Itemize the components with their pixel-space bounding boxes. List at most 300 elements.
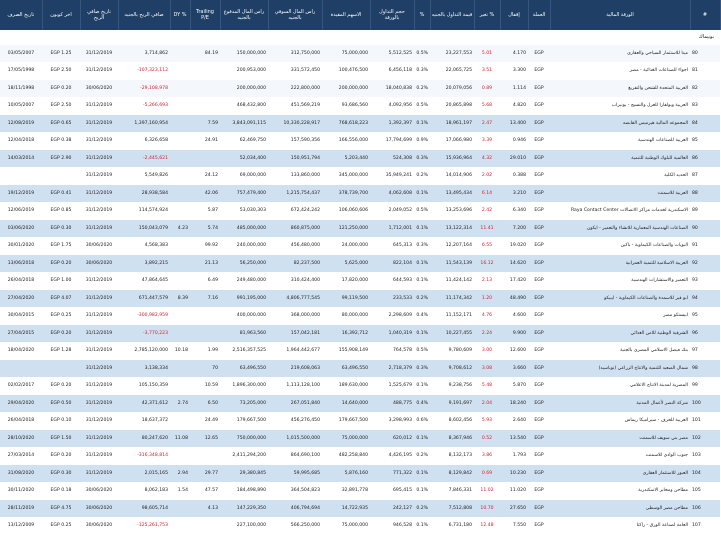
- column-header[interactable]: الاسهم المقيدة: [322, 0, 370, 30]
- cell-cur: EGP: [528, 377, 550, 395]
- column-header[interactable]: راس المال المدفوع بالجنيه: [220, 0, 268, 30]
- cell-pe: 7.16: [190, 290, 220, 308]
- cell-n: 84: [690, 115, 720, 133]
- cell-pay: [0, 167, 42, 185]
- cell-cur: EGP: [528, 325, 550, 343]
- table-row[interactable]: [0, 115, 720, 133]
- cell-val: 9,238,756: [430, 377, 474, 395]
- table-row[interactable]: [0, 80, 720, 98]
- cell-coupon: EGP 0.30: [42, 220, 80, 238]
- cell-pct: 0.1%: [414, 272, 430, 290]
- cell-name: المجموعه المالية هيرميس القابضه: [550, 115, 690, 133]
- cell-coupon: EGP 0.20: [42, 377, 80, 395]
- cell-chg: 11.41: [474, 220, 500, 238]
- cell-chg: 12.48: [474, 517, 500, 535]
- cell-cur: EGP: [528, 482, 550, 500]
- cell-paid: 73,205,000: [220, 395, 268, 413]
- column-header[interactable]: الورقة المالية: [550, 0, 690, 30]
- cell-listed: 155,908,149: [322, 342, 370, 360]
- column-header[interactable]: تاريخ الصرف: [0, 0, 42, 30]
- cell-coupon: EGP 0.20: [42, 325, 80, 343]
- column-header[interactable]: تغير %: [474, 0, 500, 30]
- cell-pe: 70: [190, 360, 220, 378]
- cell-cur: EGP: [528, 167, 550, 185]
- table-row[interactable]: [0, 377, 720, 395]
- cell-cur: EGP: [528, 132, 550, 150]
- group-label: بونيماك: [0, 30, 720, 45]
- cell-dy: [170, 377, 190, 395]
- cell-listed: 14,640,000: [322, 395, 370, 413]
- cell-pe: 84.19: [190, 45, 220, 63]
- cell-pe: 24.91: [190, 132, 220, 150]
- cell-val: 13,122,314: [430, 220, 474, 238]
- cell-pdate: 30/06/2020: [80, 237, 118, 255]
- cell-n: 106: [690, 500, 720, 518]
- cell-name: جنوب الوادي للاسمنت: [550, 447, 690, 465]
- cell-n: 83: [690, 97, 720, 115]
- cell-cur: EGP: [528, 360, 550, 378]
- cell-profit: 5,549,826: [118, 167, 170, 185]
- cell-close: 7.550: [500, 517, 528, 535]
- table-row[interactable]: [0, 430, 720, 448]
- cell-chg: 2.13: [474, 272, 500, 290]
- cell-pct: 0.2%: [414, 447, 430, 465]
- cell-val: 9,780,609: [430, 342, 474, 360]
- cell-pdate: 31/12/2019: [80, 220, 118, 238]
- cell-pct: 0.2%: [414, 80, 430, 98]
- cell-profit: 42,371,612: [118, 395, 170, 413]
- cell-n: 93: [690, 272, 720, 290]
- cell-pdate: 31/12/2019: [80, 307, 118, 325]
- table-row[interactable]: [0, 517, 720, 535]
- cell-vol: 242,127: [370, 500, 414, 518]
- cell-profit: 150,043,079: [118, 220, 170, 238]
- cell-mcap: 157,042,181: [268, 325, 322, 343]
- cell-pay: 30/01/2020: [0, 237, 42, 255]
- column-header[interactable]: قيمة التداول بالجنيه: [430, 0, 474, 30]
- cell-val: 20,865,898: [430, 97, 474, 115]
- table-row[interactable]: [0, 412, 720, 430]
- cell-pe: 5.87: [190, 202, 220, 220]
- cell-cur: EGP: [528, 255, 550, 273]
- cell-close: 13.540: [500, 430, 528, 448]
- table-row[interactable]: [0, 360, 720, 378]
- cell-name: مينا للاستثمار السياحي والعقاري: [550, 45, 690, 63]
- cell-profit: -2,445,621: [118, 150, 170, 168]
- cell-n: 103: [690, 447, 720, 465]
- cell-pct: 0.3%: [414, 62, 430, 80]
- cell-pay: 12/06/2019: [0, 202, 42, 220]
- cell-cur: EGP: [528, 97, 550, 115]
- cell-pct: 0.5%: [414, 202, 430, 220]
- cell-pe: 42.06: [190, 185, 220, 203]
- cell-n: 82: [690, 80, 720, 98]
- cell-coupon: EGP 0.30: [42, 465, 80, 483]
- cell-dy: [170, 517, 190, 535]
- cell-coupon: EGP 0.18: [42, 482, 80, 500]
- cell-pct: 0.1%: [414, 185, 430, 203]
- cell-listed: 75,000,000: [322, 430, 370, 448]
- cell-pe: 6.50: [190, 395, 220, 413]
- cell-profit: 1,397,160,954: [118, 115, 170, 133]
- cell-n: 89: [690, 202, 720, 220]
- cell-close: 19.020: [500, 237, 528, 255]
- table-row[interactable]: [0, 185, 720, 203]
- cell-cur: EGP: [528, 500, 550, 518]
- cell-listed: 5,625,000: [322, 255, 370, 273]
- cell-vol: 17,794,699: [370, 132, 414, 150]
- cell-close: 3.300: [500, 62, 528, 80]
- cell-val: 8,129,842: [430, 465, 474, 483]
- cell-name: الصناعات الهندسية المعمارية للانشاء والتعمير - ايكون: [550, 220, 690, 238]
- cell-name: العربية للخزف - سيراميكا ريماس: [550, 412, 690, 430]
- cell-name: العربية للاسمنت: [550, 185, 690, 203]
- cell-coupon: EGP 1.00: [42, 272, 80, 290]
- cell-pct: 0.2%: [414, 500, 430, 518]
- cell-pay: 30/11/2020: [0, 482, 42, 500]
- cell-listed: 189,630,000: [322, 377, 370, 395]
- cell-paid: 240,000,000: [220, 237, 268, 255]
- cell-n: 86: [690, 150, 720, 168]
- cell-dy: [170, 255, 190, 273]
- column-header[interactable]: اخر كوبون: [42, 0, 80, 30]
- cell-pay: 28/11/2019: [0, 500, 42, 518]
- cell-profit: 80,247,620: [118, 430, 170, 448]
- cell-chg: 2.24: [474, 325, 500, 343]
- cell-name: الاسكندرية لخدمات مراكز الاتصالات Raya Contact Center: [550, 202, 690, 220]
- table-row[interactable]: [0, 45, 720, 63]
- cell-name: الحديد الكلية: [550, 167, 690, 185]
- cell-name: الشرقية الوطنية للامن الغذائي: [550, 325, 690, 343]
- column-header[interactable]: حجم التداول بالورقة: [370, 0, 414, 30]
- table-row[interactable]: [0, 255, 720, 273]
- cell-dy: [170, 325, 190, 343]
- cell-pe: 47.57: [190, 482, 220, 500]
- cell-mcap: 368,000,000: [268, 307, 322, 325]
- cell-pct: 0.4%: [414, 307, 430, 325]
- cell-val: 18,961,197: [430, 115, 474, 133]
- table-row[interactable]: [0, 167, 720, 185]
- cell-chg: 5.68: [474, 97, 500, 115]
- cell-listed: 80,000,000: [322, 307, 370, 325]
- cell-pe: 24.49: [190, 412, 220, 430]
- cell-close: 18.240: [500, 395, 528, 413]
- cell-n: 85: [690, 132, 720, 150]
- column-header[interactable]: #: [690, 0, 720, 30]
- table-row[interactable]: [0, 447, 720, 465]
- cell-pe: 6.49: [190, 272, 220, 290]
- cell-close: 4.600: [500, 307, 528, 325]
- cell-name: مصر بني سويف للاسمنت: [550, 430, 690, 448]
- table-row[interactable]: [0, 220, 720, 238]
- cell-val: 13,495,434: [430, 185, 474, 203]
- cell-pay: 10/05/2007: [0, 97, 42, 115]
- cell-val: 13,253,696: [430, 202, 474, 220]
- cell-paid: 81,963,560: [220, 325, 268, 343]
- cell-name: ابيستكو مصر: [550, 307, 690, 325]
- cell-val: 23,227,553: [430, 45, 474, 63]
- cell-listed: 179,667,500: [322, 412, 370, 430]
- cell-dy: [170, 307, 190, 325]
- cell-pay: 03/05/2007: [0, 45, 42, 63]
- cell-paid: 53,030,303: [220, 202, 268, 220]
- cell-chg: 3.08: [474, 360, 500, 378]
- cell-vol: 771,322: [370, 465, 414, 483]
- cell-vol: 488,775: [370, 395, 414, 413]
- cell-profit: -29,108,978: [118, 80, 170, 98]
- cell-pe: 29.77: [190, 465, 220, 483]
- cell-cur: EGP: [528, 465, 550, 483]
- cell-n: 102: [690, 430, 720, 448]
- cell-dy: 2.74: [170, 395, 190, 413]
- cell-dy: 11.08: [170, 430, 190, 448]
- table-row[interactable]: [0, 465, 720, 483]
- cell-pay: [0, 360, 42, 378]
- table-row[interactable]: [0, 237, 720, 255]
- cell-pct: 0.4%: [414, 395, 430, 413]
- cell-mcap: 364,504,823: [268, 482, 322, 500]
- cell-pay: 26/04/2018: [0, 412, 42, 430]
- column-header[interactable]: العملة: [528, 0, 550, 30]
- cell-listed: 32,891,778: [322, 482, 370, 500]
- column-header[interactable]: تاريخ صافي الربح: [80, 0, 118, 30]
- cell-vol: 6,456,118: [370, 62, 414, 80]
- cell-cur: EGP: [528, 150, 550, 168]
- table-row[interactable]: [0, 150, 720, 168]
- column-header[interactable]: إقفال: [500, 0, 528, 30]
- cell-pdate: 31/12/2019: [80, 325, 118, 343]
- cell-pdate: 31/12/2019: [80, 62, 118, 80]
- cell-dy: [170, 150, 190, 168]
- table-row[interactable]: [0, 325, 720, 343]
- cell-pct: 0.2%: [414, 290, 430, 308]
- cell-listed: 63,496,550: [322, 360, 370, 378]
- cell-mcap: 133,860,000: [268, 167, 322, 185]
- cell-paid: 468,432,800: [220, 97, 268, 115]
- cell-vol: 1,392,397: [370, 115, 414, 133]
- cell-coupon: EGP 2.90: [42, 150, 80, 168]
- cell-listed: 75,000,000: [322, 45, 370, 63]
- cell-coupon: EGP 2.50: [42, 97, 80, 115]
- cell-val: 8,132,173: [430, 447, 474, 465]
- cell-paid: 62,469,750: [220, 132, 268, 150]
- cell-pdate: 31/12/2019: [80, 45, 118, 63]
- cell-paid: 991,195,000: [220, 290, 268, 308]
- cell-dy: [170, 185, 190, 203]
- cell-pct: 0.1%: [414, 377, 430, 395]
- cell-val: 11,152,171: [430, 307, 474, 325]
- cell-pay: 18/04/2020: [0, 342, 42, 360]
- cell-cur: EGP: [528, 202, 550, 220]
- cell-cur: EGP: [528, 45, 550, 63]
- cell-pay: 13/12/2009: [0, 517, 42, 535]
- column-header[interactable]: Trailing P/E: [190, 0, 220, 30]
- table-row[interactable]: [0, 132, 720, 150]
- cell-pe: 99.92: [190, 237, 220, 255]
- cell-close: 5.870: [500, 377, 528, 395]
- cell-close: 48.490: [500, 290, 528, 308]
- cell-profit: -3,770,223: [118, 325, 170, 343]
- cell-mcap: 456,480,000: [268, 237, 322, 255]
- cell-profit: -316,348,814: [118, 447, 170, 465]
- cell-dy: [170, 45, 190, 63]
- cell-chg: 4.76: [474, 307, 500, 325]
- cell-vol: 2,718,379: [370, 360, 414, 378]
- cell-close: 0.388: [500, 167, 528, 185]
- table-row[interactable]: [0, 500, 720, 518]
- cell-n: 81: [690, 62, 720, 80]
- table-row[interactable]: [0, 482, 720, 500]
- column-header[interactable]: راس المال السوقي بالجنيه: [268, 0, 322, 30]
- cell-name: بنك فيصل الاسلامي المصري بالجنية: [550, 342, 690, 360]
- cell-pdate: 31/12/2019: [80, 97, 118, 115]
- cell-vol: 764,578: [370, 342, 414, 360]
- group-row: [0, 30, 720, 45]
- cell-cur: EGP: [528, 62, 550, 80]
- cell-n: 87: [690, 167, 720, 185]
- cell-profit: -300,982,959: [118, 307, 170, 325]
- cell-vol: 645,313: [370, 237, 414, 255]
- table-row[interactable]: [0, 307, 720, 325]
- cell-profit: 8,062,183: [118, 482, 170, 500]
- cell-chg: 3.51: [474, 62, 500, 80]
- cell-paid: 52,034,400: [220, 150, 268, 168]
- table-row[interactable]: [0, 202, 720, 220]
- cell-pdate: 30/06/2020: [80, 255, 118, 273]
- cell-mcap: 82,237,500: [268, 255, 322, 273]
- cell-vol: 644,593: [370, 272, 414, 290]
- cell-vol: 35,949,241: [370, 167, 414, 185]
- cell-chg: 11.02: [474, 482, 500, 500]
- table-header: [0, 0, 720, 30]
- cell-mcap: 860,875,000: [268, 220, 322, 238]
- cell-pay: 31/08/2020: [0, 465, 42, 483]
- cell-mcap: 222,800,000: [268, 80, 322, 98]
- cell-paid: 400,000,000: [220, 307, 268, 325]
- cell-pay: 19/12/2019: [0, 185, 42, 203]
- cell-n: 92: [690, 255, 720, 273]
- cell-vol: 4,062,608: [370, 185, 414, 203]
- cell-dy: [170, 62, 190, 80]
- cell-profit: -125,261,753: [118, 517, 170, 535]
- cell-name: التعمير والاستشارات الهندسية: [550, 272, 690, 290]
- cell-val: 12,207,164: [430, 237, 474, 255]
- cell-pct: 0.1%: [414, 465, 430, 483]
- cell-n: 107: [690, 517, 720, 535]
- cell-pct: 0.3%: [414, 237, 430, 255]
- cell-cur: EGP: [528, 395, 550, 413]
- table-row[interactable]: [0, 342, 720, 360]
- cell-pay: 27/03/2014: [0, 447, 42, 465]
- cell-pct: 0.2%: [414, 167, 430, 185]
- cell-val: 7,512,808: [430, 500, 474, 518]
- cell-pdate: 31/12/2019: [80, 412, 118, 430]
- cell-pay: 27/04/2020: [0, 290, 42, 308]
- cell-dy: [170, 360, 190, 378]
- cell-chg: 0.89: [474, 80, 500, 98]
- table-row[interactable]: [0, 290, 720, 308]
- cell-cur: EGP: [528, 307, 550, 325]
- cell-cur: EGP: [528, 517, 550, 535]
- cell-listed: 99,119,500: [322, 290, 370, 308]
- cell-pdate: 31/12/2019: [80, 342, 118, 360]
- cell-paid: 750,000,000: [220, 430, 268, 448]
- cell-name: العربية الاسلامية للتنمية العمرانية: [550, 255, 690, 273]
- cell-name: اجواء للصناعات الغذائية - مصر: [550, 62, 690, 80]
- column-header[interactable]: صافي الربح بالجنيه: [118, 0, 170, 30]
- cell-n: 94: [690, 290, 720, 308]
- cell-pdate: 30/06/2020: [80, 517, 118, 535]
- cell-name: العربية للصناعات الهندسية: [550, 132, 690, 150]
- cell-paid: 757,479,400: [220, 185, 268, 203]
- cell-name: العامة لصناعة الورق - راكتا: [550, 517, 690, 535]
- cell-vol: 620,012: [370, 430, 414, 448]
- cell-mcap: 59,995,685: [268, 465, 322, 483]
- cell-pdate: 31/12/2019: [80, 447, 118, 465]
- cell-coupon: EGP 0.38: [42, 132, 80, 150]
- cell-profit: 671,447,579: [118, 290, 170, 308]
- cell-pdate: 31/12/2019: [80, 185, 118, 203]
- cell-listed: 482,258,840: [322, 447, 370, 465]
- cell-pct: 0.1%: [414, 517, 430, 535]
- cell-pct: 0.1%: [414, 115, 430, 133]
- cell-close: 11.020: [500, 482, 528, 500]
- cell-listed: 166,556,000: [322, 132, 370, 150]
- cell-close: 27.650: [500, 500, 528, 518]
- cell-dy: [170, 132, 190, 150]
- cell-coupon: EGP 2.50: [42, 62, 80, 80]
- cell-profit: 28,938,584: [118, 185, 170, 203]
- cell-pdate: 31/12/2019: [80, 290, 118, 308]
- column-header[interactable]: %: [414, 0, 430, 30]
- cell-listed: 14,722,935: [322, 500, 370, 518]
- cell-cur: EGP: [528, 237, 550, 255]
- cell-vol: 18,040,838: [370, 80, 414, 98]
- table-row[interactable]: [0, 97, 720, 115]
- column-header[interactable]: DY %: [170, 0, 190, 30]
- cell-pct: 0.5%: [414, 342, 430, 360]
- table-row[interactable]: [0, 272, 720, 290]
- cell-val: 11,174,342: [430, 290, 474, 308]
- cell-vol: 3,298,993: [370, 412, 414, 430]
- cell-coupon: EGP 0.20: [42, 447, 80, 465]
- cell-coupon: EGP 0.25: [42, 307, 80, 325]
- cell-dy: [170, 447, 190, 465]
- cell-cur: EGP: [528, 220, 550, 238]
- cell-pe: [190, 517, 220, 535]
- table-row[interactable]: [0, 62, 720, 80]
- cell-close: 3.210: [500, 185, 528, 203]
- cell-name: شركة النصر لأعمال المدنية: [550, 395, 690, 413]
- cell-pay: 28/10/2020: [0, 430, 42, 448]
- cell-pdate: 31/12/2019: [80, 395, 118, 413]
- cell-dy: [170, 115, 190, 133]
- cell-coupon: EGP 0.50: [42, 395, 80, 413]
- cell-coupon: EGP 0.65: [42, 115, 80, 133]
- cell-dy: [170, 500, 190, 518]
- table-row[interactable]: [0, 395, 720, 413]
- cell-vol: 2,049,052: [370, 202, 414, 220]
- cell-listed: 378,739,700: [322, 185, 370, 203]
- cell-pay: 18/11/1998: [0, 80, 42, 98]
- cell-dy: 8.39: [170, 290, 190, 308]
- cell-listed: 75,000,000: [322, 517, 370, 535]
- cell-chg: 2.02: [474, 167, 500, 185]
- cell-mcap: 312,750,000: [268, 45, 322, 63]
- cell-pay: 12/08/2019: [0, 115, 42, 133]
- cell-pay: 14/03/2014: [0, 150, 42, 168]
- cell-paid: 249,480,000: [220, 272, 268, 290]
